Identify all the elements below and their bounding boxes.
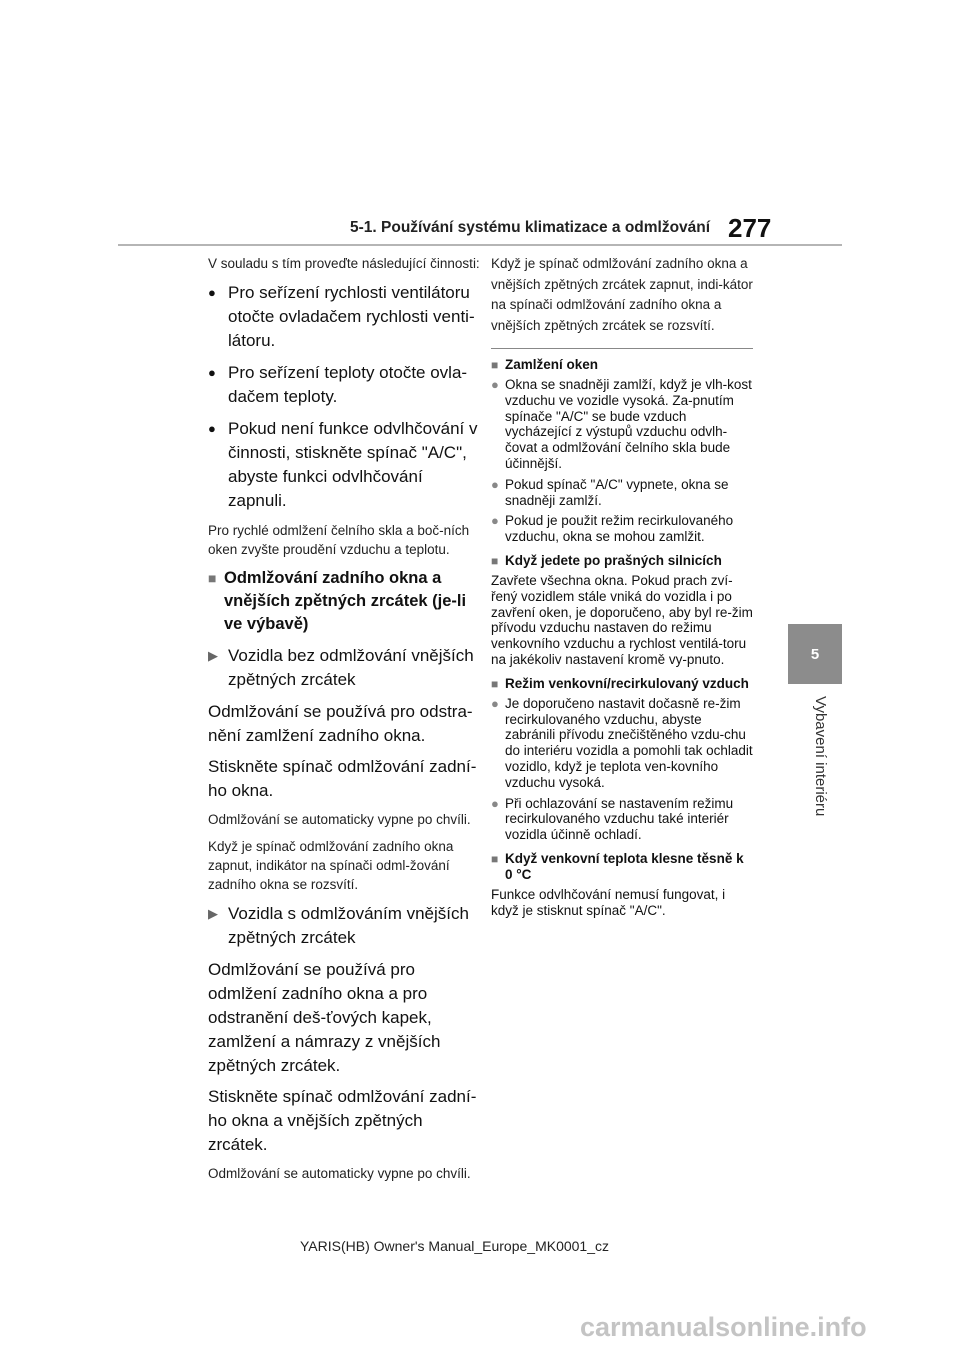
- list-item: ● Pro seřízení teploty otočte ovla-dačem teploty.: [208, 361, 480, 409]
- watermark[interactable]: carmanualsonline.info: [580, 1312, 867, 1342]
- page-number: 277: [728, 213, 772, 243]
- manual-footer: YARIS(HB) Owner's Manual_Europe_MK0001_cz: [300, 1238, 609, 1254]
- left-column: [208, 254, 480, 1191]
- list-item: ● Pro seřízení rychlosti ventilátoru otočte ovladačem rychlosti venti-látoru.: [208, 281, 480, 353]
- chapter-tab[interactable]: 5: [788, 624, 842, 684]
- bullet-dot-icon: ●: [208, 421, 216, 436]
- intro-text: V souladu s tím proveďte následující činnosti:: [208, 256, 480, 271]
- body-text: Když je spínač odmlžování zadního okna a vnějších zpětných zrcátek zapnut, indi-kátor na spínači odmlžování zadního okna a vnějších zpětných zrcátek se rozsvítí.: [491, 256, 753, 333]
- body-text: Odmlžování se používá pro odmlžení zadního okna a pro odstranění deš-ťových kapek, zamlžení a námrazy z vnějších zpětných zrcátek.: [208, 960, 441, 1075]
- square-marker-icon: ■: [491, 851, 499, 866]
- right-column: [491, 254, 753, 923]
- list-item: ● Je doporučeno nastavit dočasně re-žim recirkulovaného vzduchu, abyste zabránili přívodu znečištěného vzdu-chu do interiéru vozidla a pomohli tak ochladit vozidlo, když je teplota ven-kovního vzduchu vysoká.: [491, 695, 753, 790]
- section-heading: ■ Režim venkovní/recirkulovaný vzduch: [491, 675, 749, 691]
- subheading: ▶ Vozidla s odmlžováním vnějších zpětných zrcátek: [208, 902, 480, 950]
- list-item: ● Pokud spínač "A/C" vypnete, okna se snadněji zamlží.: [491, 476, 729, 508]
- divider: [491, 348, 753, 349]
- body-text: Funkce odvlhčování nemusí fungovat, i když je stisknut spínač "A/C".: [491, 886, 726, 918]
- list-item: ● Pokud není funkce odvlhčování v činnosti, stiskněte spínač "A/C", abyste funkci odvlhčování zapnuli.: [208, 417, 480, 513]
- list-item: ● Okna se snadněji zamlží, když je vlh-kost vzduchu ve vozidle vysoká. Za-pnutím spínače "A/C" se bude vzduch vycházející z výstupů vzduchu odvlh-čovat a odmlžování čelního skla bude účinnější.: [491, 377, 752, 471]
- subheading: ▶ Vozidla bez odmlžování vnějších zpětných zrcátek: [208, 644, 480, 692]
- list-item: ● Při ochlazování se nastavením režimu recirkulovaného vzduchu také interiér vozidla účinně ochladí.: [491, 795, 734, 843]
- section-heading: ■ Zamlžení oken: [491, 357, 599, 372]
- bullet-dot-icon: ●: [208, 365, 216, 380]
- section-heading: ■ Odmlžování zadního okna a vnějších zpětných zrcátek (je-li ve výbavě): [208, 567, 480, 636]
- section-title: 5-1. Používání systému klimatizace a odmlžování: [350, 219, 711, 236]
- note-text: Pro rychlé odmlžení čelního skla a boč-ních oken zvyšte proudění vzduchu a teplotu.: [208, 523, 470, 557]
- section-heading: ■ Když venkovní teplota klesne těsně k 0 °C: [491, 850, 744, 882]
- square-marker-icon: ■: [491, 358, 499, 372]
- header-divider: [118, 244, 842, 246]
- triangle-marker-icon: ▶: [208, 648, 218, 663]
- note-text: Odmlžování se automaticky vypne po chvíli.: [208, 812, 471, 827]
- bullet-dot-icon: ●: [208, 285, 216, 300]
- note-text: Odmlžování se automaticky vypne po chvíli.: [208, 1166, 471, 1181]
- circle-marker-icon: ●: [491, 795, 499, 811]
- body-text: Zavřete všechna okna. Pokud prach zví-řený vozidlem stále vniká do vozidla i po zavření oken, je doporučeno, aby byl re-žim přívodu vzduchu nastaven do režimu venkovního vzduchu a rychlost ventilá-toru na jakékoliv nastavení kromě vy-pnuto.: [491, 572, 753, 667]
- note-text: Když je spínač odmlžování zadního okna zapnut, indikátor na spínači odml-žování zadního okna se rozsvítí.: [208, 839, 454, 892]
- section-heading: ■ Když jedete po prašných silnicích: [491, 552, 722, 568]
- square-marker-icon: ■: [491, 676, 499, 691]
- body-text: Odmlžování se používá pro odstra-nění zamlžení zadního okna.: [208, 702, 473, 745]
- list-item: ● Pokud je použit režim recirkulovaného vzduchu, okna se mohou zamlžit.: [491, 513, 734, 545]
- square-marker-icon: ■: [491, 553, 499, 568]
- circle-marker-icon: ●: [491, 695, 499, 711]
- square-marker-icon: ■: [208, 570, 217, 586]
- circle-marker-icon: ●: [491, 377, 499, 392]
- chapter-label: Vybavení interiéru: [812, 696, 829, 817]
- body-text: Stiskněte spínač odmlžování zadní-ho okna a vnějších zpětných zrcátek.: [208, 1087, 477, 1154]
- triangle-marker-icon: ▶: [208, 906, 218, 921]
- body-text: Stiskněte spínač odmlžování zadní-ho okna.: [208, 757, 477, 800]
- circle-marker-icon: ●: [491, 476, 499, 492]
- circle-marker-icon: ●: [491, 513, 499, 529]
